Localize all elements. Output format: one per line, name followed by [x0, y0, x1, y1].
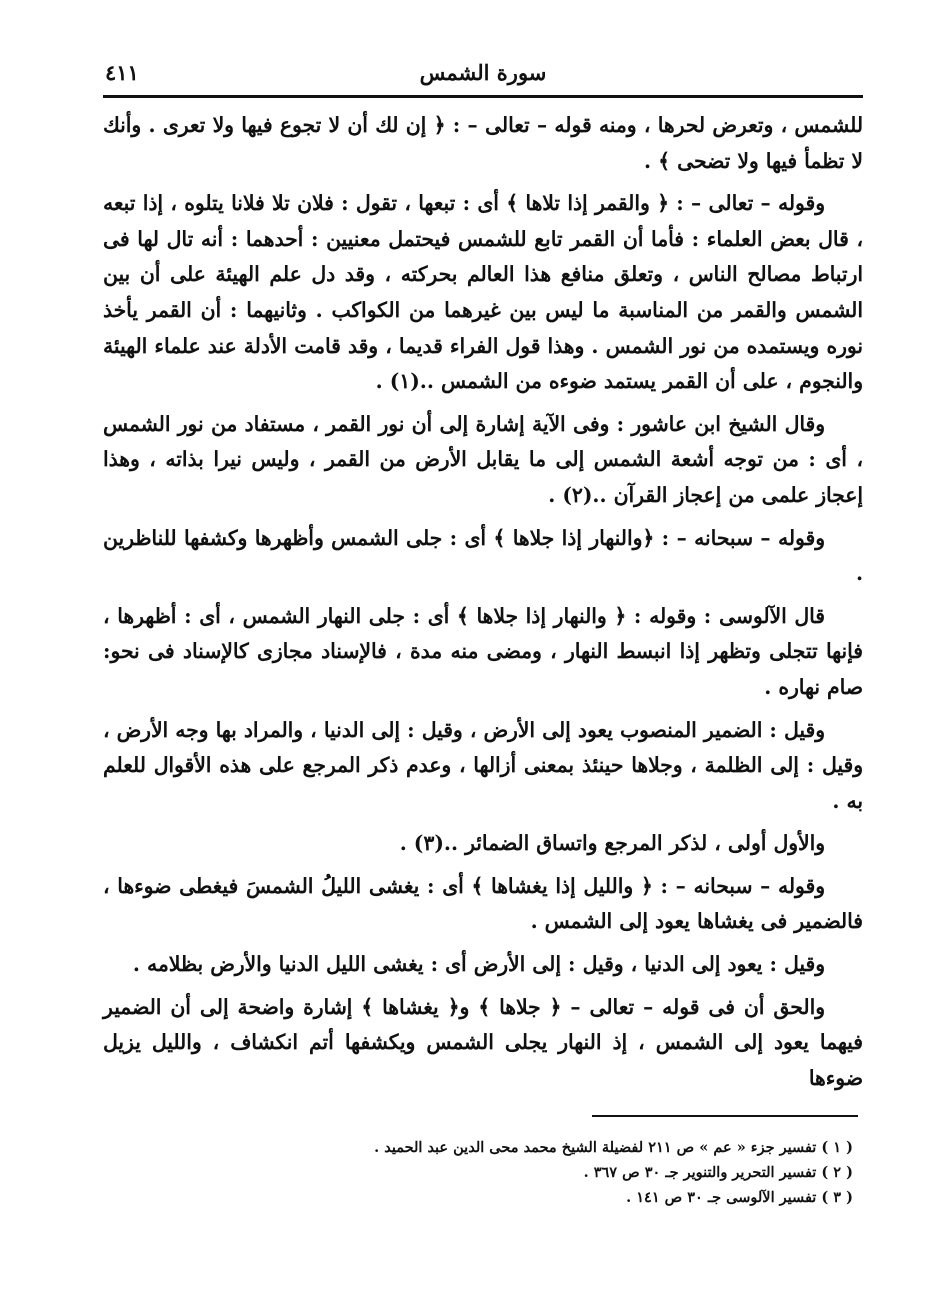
- paragraph: وقال الشيخ ابن عاشور : وفى الآية إشارة إلى أن نور القمر ، مستفاد من نور الشمس ، أى : من توجه أشعة الشمس إلى ما يقابل الأرض من القمر ، وليس نيرا بذاته ، وهذا إعجاز علمى من إعجاز القرآن ..(٢) .: [103, 411, 863, 507]
- page-number: ٤١١: [105, 60, 139, 85]
- paragraph: وقوله – سبحانه – : ﴿والنهار إذا جلاها ﴾ أى : جلى الشمس وأظهرها وكشفها للناظرين .: [103, 525, 863, 586]
- footnote: ( ٣ ) تفسير الآلوسى جـ ٣٠ ص ١٤١ .: [626, 1189, 853, 1206]
- footnote: ( ٢ ) تفسير التحرير والتنوير جـ ٣٠ ص ٣٦٧ .: [583, 1164, 853, 1181]
- paragraph: وقوله – سبحانه – : ﴿ والليل إذا يغشاها ﴾ أى : يغشى الليلُ الشمسَ فيغطى ضوءها ، فالضمير فى يغشاها يعود إلى الشمس .: [103, 873, 863, 934]
- paragraph: وقوله – تعالى – : ﴿ والقمر إذا تلاها ﴾ أى : تبعها ، تقول : فلان تلا فلانا يتلوه ، إذا تبعه ، قال بعض العلماء : فأما أن القمر تابع للشمس فيحتمل معنيين : أحدهما : أنه تال لها فى ارتباط مصالح الناس ، وتعلق منافع هذا العالم بحركته ، وقد دل علم الهيئة على أن بين الشمس والقمر من المناسبة ما ليس بين غيرهما من الكواكب . وثانيهما : أن القمر يأخذ نوره ويستمده من نور الشمس . وهذا قول الفراء قديما ، وقد قامت الأدلة عند علماء الهيئة والنجوم ، على أن القمر يستمد ضوءه من الشمس ..(١) .: [103, 191, 863, 394]
- paragraph: قال الآلوسى : وقوله : ﴿ والنهار إذا جلاها ﴾ أى : جلى النهار الشمس ، أى : أظهرها ، فإنها تتجلى وتظهر إذا انبسط النهار ، ومضى منه مدة ، فالإسناد مجازى كالإسناد فى نحو: صام نهاره .: [103, 603, 863, 699]
- paragraph: والحق أن فى قوله – تعالى – ﴿ جلاها ﴾ و﴿ يغشاها ﴾ إشارة واضحة إلى أن الضمير فيهما يعود إلى الشمس ، إذ النهار يجلى الشمس ويكشفها أتم انكشاف ، والليل يزيل ضوءها: [103, 994, 863, 1090]
- paragraph: وقيل : الضمير المنصوب يعود إلى الأرض ، وقيل : إلى الدنيا ، والمراد بها وجه الأرض ، وقيل : إلى الظلمة ، وجلاها حينئذ بمعنى أزالها ، وعدم ذكر المرجع على هذه الأقوال للعلم به .: [103, 717, 863, 813]
- page-header: [103, 56, 863, 92]
- footnote-divider: [592, 1115, 858, 1117]
- paragraph: للشمس ، وتعرض لحرها ، ومنه قوله – تعالى – : ﴿ إن لك أن لا تجوع فيها ولا تعرى . وأنك لا تظمأ فيها ولا تضحى ﴾ .: [103, 113, 863, 173]
- paragraph: وقيل : يعود إلى الدنيا ، وقيل : إلى الأرض أى : يغشى الليل الدنيا والأرض بظلامه .: [132, 952, 825, 977]
- paragraph: والأول أولى ، لذكر المرجع واتساق الضمائر ..(٣) .: [399, 831, 825, 856]
- main-text: [103, 108, 863, 1103]
- footnote: ( ١ ) تفسير جزء « عم » ص ٢١١ لفضيلة الشيخ محمد محى الدين عبد الحميد .: [374, 1139, 853, 1156]
- footnotes: [103, 1135, 853, 1210]
- header-divider: [103, 95, 863, 98]
- surah-title: سورة الشمس: [419, 60, 547, 85]
